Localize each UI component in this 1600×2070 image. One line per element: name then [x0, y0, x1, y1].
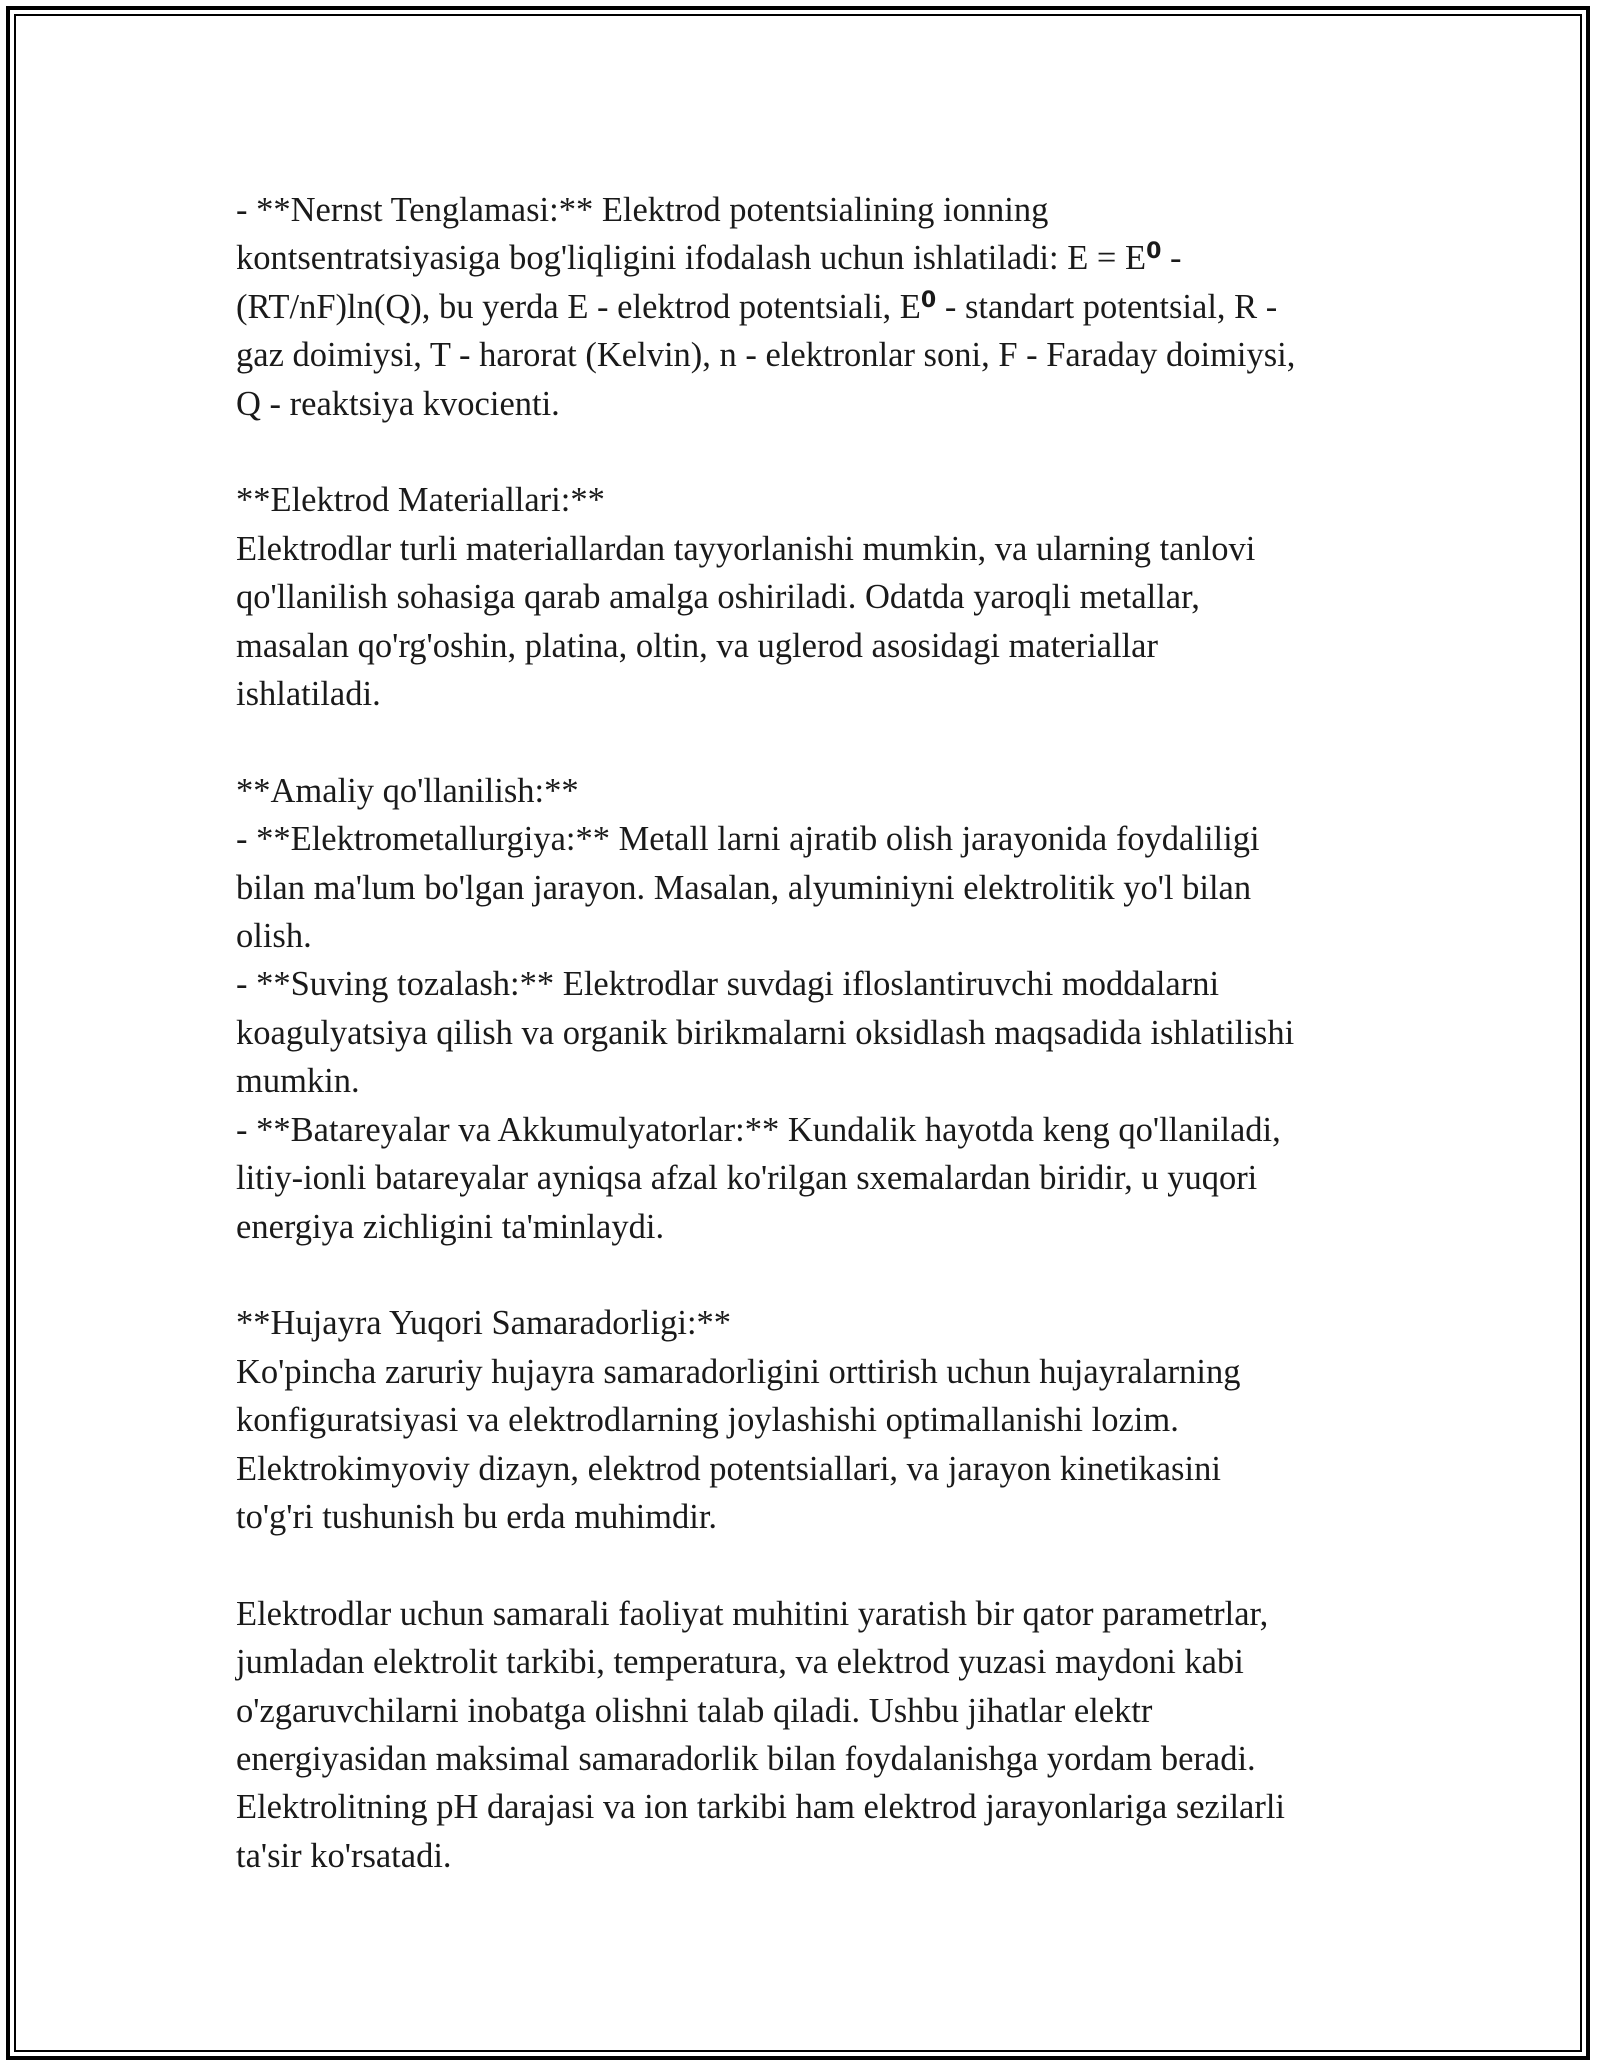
nernst-line-3-start: (RT/nF)ln(Q), bu yerda E - elektrod potentsiali, E — [236, 287, 921, 326]
paragraph-gap — [236, 1541, 1386, 1589]
paragraph-gap — [236, 718, 1386, 766]
materials-heading: **Elektrod Materiallari:** — [236, 481, 605, 520]
nernst-line-1: - **Nernst Tenglamasi:** Elektrod potentsialining ionning — [236, 191, 1049, 229]
nernst-equation-paragraph — [236, 186, 1386, 428]
superscript-zero: 0 — [920, 287, 937, 313]
paragraph-gap — [236, 428, 1386, 476]
nernst-line-5: Q - reaktsiya kvocienti. — [236, 384, 560, 423]
efficiency-heading: **Hujayra Yuqori Samaradorligi:** — [236, 1304, 732, 1343]
paragraph-gap — [236, 1251, 1386, 1299]
applications-heading: **Amaliy qo'llanilish:** — [236, 771, 579, 810]
nernst-line-2-end: - — [1161, 239, 1182, 278]
nernst-line-4: gaz doimiysi, T - harorat (Kelvin), n - elektronlar soni, F - Faraday doimiysi, — [236, 336, 1296, 375]
application-batteries: - **Batareyalar va Akkumulyatorlar:** Kundalik hayotda keng qo'llaniladi, litiy-ionli batareyalar ayniqsa afzal ko'rilgan sxemalardan biridir, u yuqori energiya zichligini ta'minlaydi. — [236, 1110, 1281, 1246]
nernst-line-3-end: - standart potentsial, R - — [936, 287, 1278, 326]
materials-paragraph: Elektrodlar turli materiallardan tayyorlanishi mumkin, va ularning tanlovi qo'llanilish sohasiga qarab amalga oshiriladi. Odatda yaroqli metallar, masalan qo'rg'oshin, platina, oltin, va uglerod asosidagi materiallar ishlatiladi. — [236, 529, 1256, 714]
application-electrometallurgy: - **Elektrometallurgiya:** Metall larni ajratib olish jarayonida foydaliligi bilan ma'lum bo'lgan jarayon. Masalan, alyuminiyni elektrolitik yo'l bilan olish. — [236, 820, 1260, 956]
efficiency-paragraph: Ko'pincha zaruriy hujayra samaradorligini orttirish uchun hujayralarning konfiguratsiyasi va elektrodlarning joylashishi optimallanishi lozim. Elektrokimyoviy dizayn, elektrod potentsiallari, va jarayon kinetikasini to'g'ri tushunish bu erda muhimdir. — [236, 1352, 1241, 1536]
nernst-line-2-start: kontsentratsiyasiga bog'liqligini ifodalash uchun ishlatiladi: E = E — [236, 239, 1147, 278]
conclusion-paragraph: Elektrodlar uchun samarali faoliyat muhitini yaratish bir qator parametrlar, jumladan elektrolit tarkibi, temperatura, va elektrod yuzasi maydoni kabi o'zgaruvchilarni inobatga olishni talab qiladi. Ushbu jihatlar elektr energiyasidan maksimal samaradorlik bilan foydalanishga yordam beradi. Elektrolitning pH darajasi va ion tarkibi ham elektrod jarayonlariga sezilarli ta'sir ko'rsatadi. — [236, 1594, 1286, 1875]
document-body — [236, 186, 1386, 1880]
superscript-zero: 0 — [1146, 239, 1162, 265]
application-water-treatment: - **Suving tozalash:** Elektrodlar suvdagi ifloslantiruvchi moddalarni koagulyatsiya qilish va organik birikmalarni oksidlash maqsadida ishlatilishi mumkin. — [236, 965, 1295, 1101]
